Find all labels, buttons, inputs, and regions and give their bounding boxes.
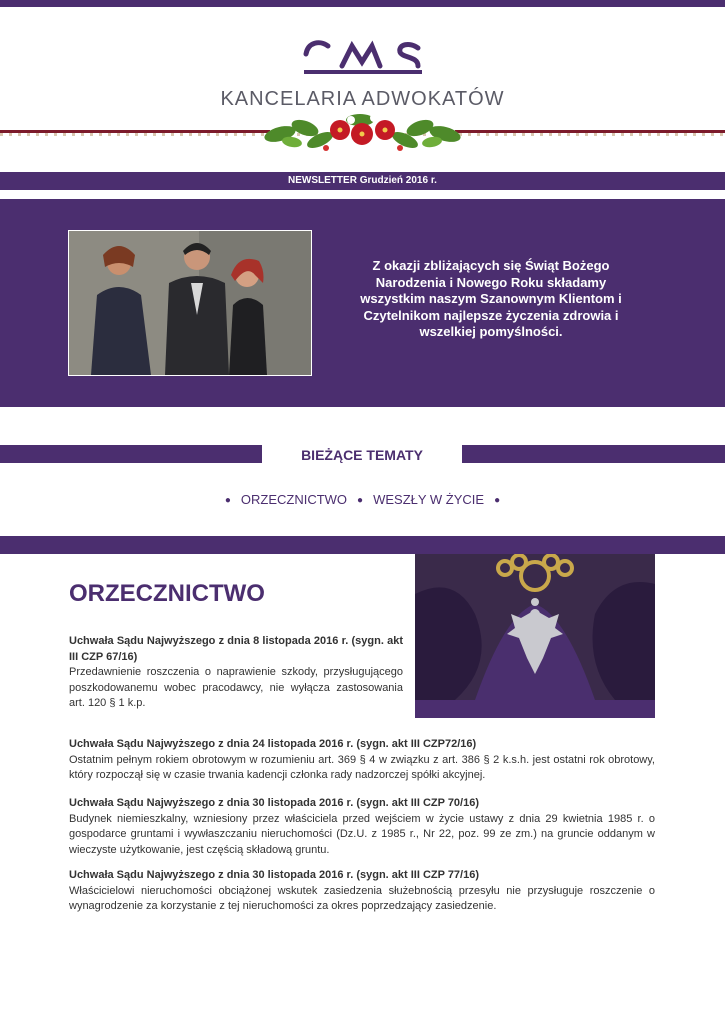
section-divider	[0, 536, 725, 554]
court-chain-image	[415, 554, 655, 700]
ruling-title: Uchwała Sądu Najwyższego z dnia 24 listopada 2016 r. (sygn. akt III CZP72/16)	[69, 738, 477, 750]
christmas-garland-image	[260, 108, 465, 156]
topic-link-orzecznictwo[interactable]: ORZECZNICTWO	[240, 492, 348, 507]
bullet-icon: ●	[494, 495, 501, 506]
section-bar-left	[0, 445, 262, 463]
team-photo	[68, 230, 312, 376]
section-bar-right	[462, 445, 725, 463]
top-bar	[0, 0, 725, 7]
gms-logo	[300, 36, 425, 78]
ruling-item	[69, 634, 403, 712]
section-title: BIEŻĄCE TEMATY	[301, 447, 423, 463]
ruling-title: Uchwała Sądu Najwyższego z dnia 30 listopada 2016 r. (sygn. akt III CZP 77/16)	[69, 869, 480, 881]
topics-nav	[0, 492, 725, 507]
ruling-title: Uchwała Sądu Najwyższego z dnia 30 listopada 2016 r. (sygn. akt III CZP 70/16)	[69, 797, 480, 809]
ruling-body: Budynek niemieszkalny, wzniesiony przez właściciela przed wejściem w życie ustawy z dnia 29 kwietnia 1985 r. o gospodarce gruntami i wywłaszczaniu nieruchomości (Dz.U. z 1985 r., Nr 22, poz. 99 ze zm.) na gruncie oddanym w wieczyste użytkowanie, jest częścią składową gruntu.	[69, 812, 655, 856]
orzecznictwo-heading: ORZECZNICTWO	[69, 580, 265, 607]
ruling-item	[69, 737, 655, 784]
topic-link-weszly-w-zycie[interactable]: WESZŁY W ŻYCIE	[373, 492, 485, 507]
ruling-item	[69, 796, 655, 858]
bullet-icon: ●	[224, 495, 231, 506]
ruling-body: Właścicielowi nieruchomości obciążonej wskutek zasiedzenia służebnością przesyłu nie przysługuje roszczenie o wynagrodzenie za korzystanie z tej nieruchomości za okres poprzedzający zasiedzenie.	[69, 884, 655, 912]
image-caption-bar	[415, 700, 655, 718]
ruling-body: Ostatnim pełnym rokiem obrotowym w rozumieniu art. 369 § 4 w związku z art. 386 § 2 k.s.h. jest ostatni rok obrotowy, który rozpoczął się w czasie trwania kadencji członka rady nadzorczej spółki akcyjnej.	[69, 753, 655, 781]
newsletter-bar: NEWSLETTER Grudzień 2016 r.	[0, 172, 725, 190]
ruling-item	[69, 868, 655, 915]
ruling-body: Przedawnienie roszczenia o naprawienie szkody, przysługującego poszkodowanemu wobec pracodawcy, nie wyłącza zastosowania art. 120 § 1 k.p.	[69, 666, 403, 709]
bullet-icon: ●	[357, 495, 364, 506]
ruling-title: Uchwała Sądu Najwyższego z dnia 8 listopada 2016 r. (sygn. akt III CZP 67/16)	[69, 635, 403, 663]
holiday-greeting: Z okazji zbliżających się Świąt Bożego Narodzenia i Nowego Roku składamy wszystkim naszym Szanownym Klientom i Czytelnikom najlepsze życzenia zdrowia i wszelkiej pomyślności.	[360, 258, 622, 339]
logo-subtitle: KANCELARIA ADWOKATÓW	[220, 88, 505, 110]
